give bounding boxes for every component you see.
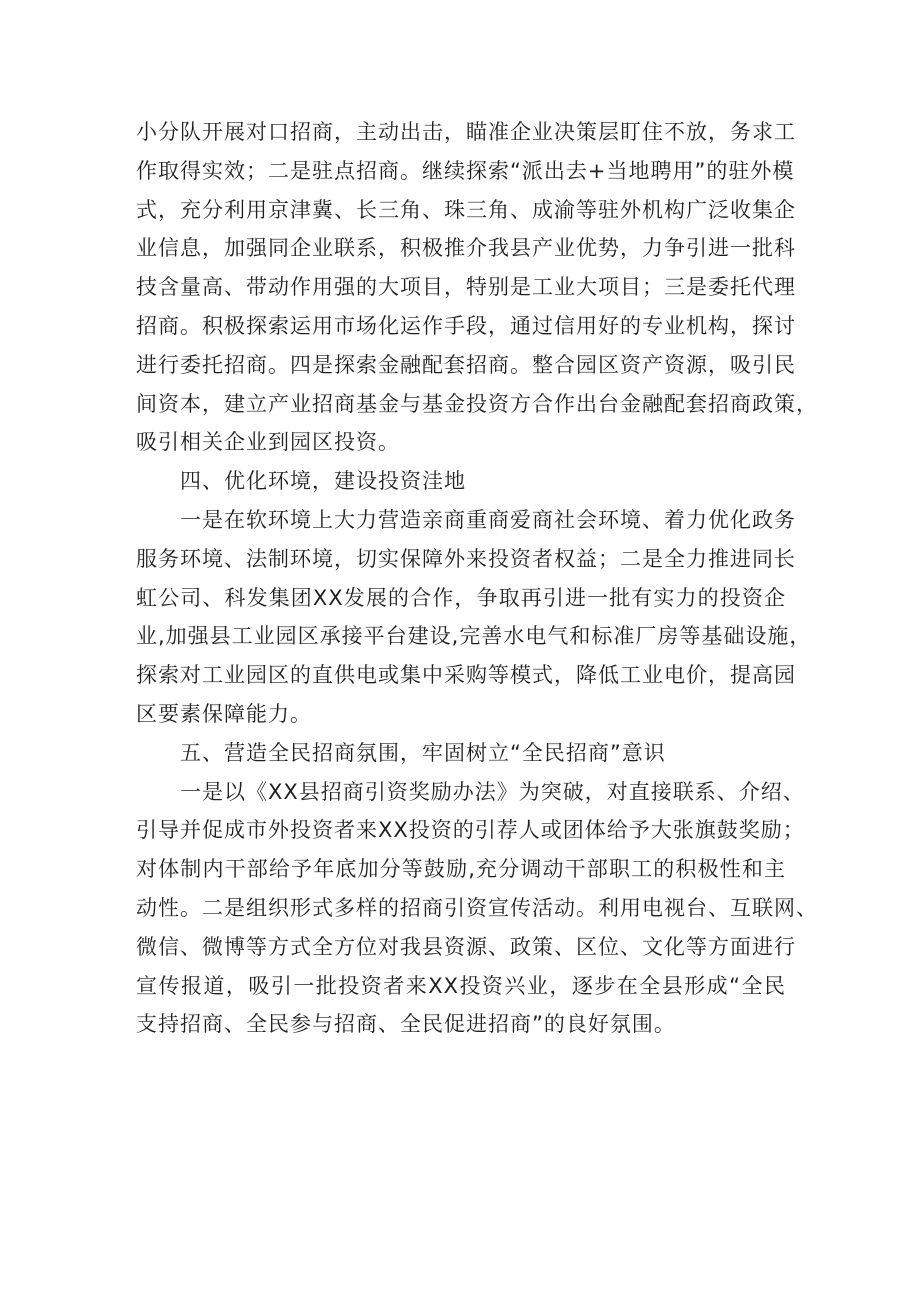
text-line: 一是以《XX县招商引资奖励办法》为突破，对直接联系、介绍、 — [180, 779, 805, 804]
text-line: 进行委托招商。四是探索金融配套招商。整合园区资产资源，吸引民 — [136, 352, 796, 377]
text-line: 业信息，加强同企业联系，积极推介我县产业优势，力争引进一批科 — [136, 236, 796, 261]
text-line: 一是在软环境上大力营造亲商重商爱商社会环境、着力优化政务 — [180, 507, 796, 532]
text-line: 技含量高、带动作用强的大项目，特别是工业大项目；三是委托代理 — [136, 275, 796, 300]
text-line: 对体制内干部给予年底加分等鼓励,充分调动干部职工的积极性和主 — [136, 857, 786, 882]
text-line: 支持招商、全民参与招商、全民促进招商”的良好氛围。 — [136, 1012, 676, 1037]
text-line: 区要素保障能力。 — [136, 701, 312, 726]
text-line: 小分队开展对口招商，主动出击，瞄准企业决策层盯住不放，务求工 — [136, 120, 796, 144]
text-line: 吸引相关企业到园区投资。 — [136, 430, 400, 455]
section-heading-4: 四、优化环境，建设投资洼地 — [180, 469, 466, 494]
text-line: 服务环境、法制环境，切实保障外来投资者权益；二是全力推进同长 — [136, 546, 796, 571]
text-line: 宣传报道，吸引一批投资者来XX投资兴业，逐步在全县形成“全民 — [136, 973, 786, 998]
text-line: 引导并促成市外投资者来XX投资的引荐人或团体给予大张旗鼓奖励； — [136, 818, 805, 843]
section-heading-5: 五、营造全民招商氛围，牢固树立“全民招商”意识 — [180, 740, 666, 765]
text-line: 招商。积极探索运用市场化运作手段，通过信用好的专业机构，探讨 — [136, 313, 796, 338]
text-line: 作取得实效；二是驻点招商。继续探索“派出去+当地聘用”的驻外模 — [136, 158, 795, 183]
text-line: 虹公司、科发集团XX发展的合作，争取再引进一批有实力的投资企 — [136, 585, 786, 610]
paragraph-environment — [136, 501, 812, 734]
paragraph-investment-methods — [136, 113, 818, 462]
paragraph-public-atmosphere — [136, 773, 818, 1045]
text-line: 业,加强县工业园区承接平台建设,完善水电气和标准厂房等基础设施， — [136, 624, 812, 649]
text-line: 动性。二是组织形式多样的招商引资宣传活动。利用电视台、互联网、 — [136, 895, 818, 920]
text-line: 探索对工业园区的直供电或集中采购等模式，降低工业电价，提高园 — [136, 663, 796, 688]
text-line: 式，充分利用京津冀、长三角、珠三角、成渝等驻外机构广泛收集企 — [136, 197, 796, 222]
text-line: 微信、微博等方式全方位对我县资源、政策、区位、文化等方面进行 — [136, 934, 796, 959]
document-body — [136, 113, 818, 1044]
text-line: 间资本，建立产业招商基金与基金投资方合作出台金融配套招商政策， — [136, 391, 818, 416]
